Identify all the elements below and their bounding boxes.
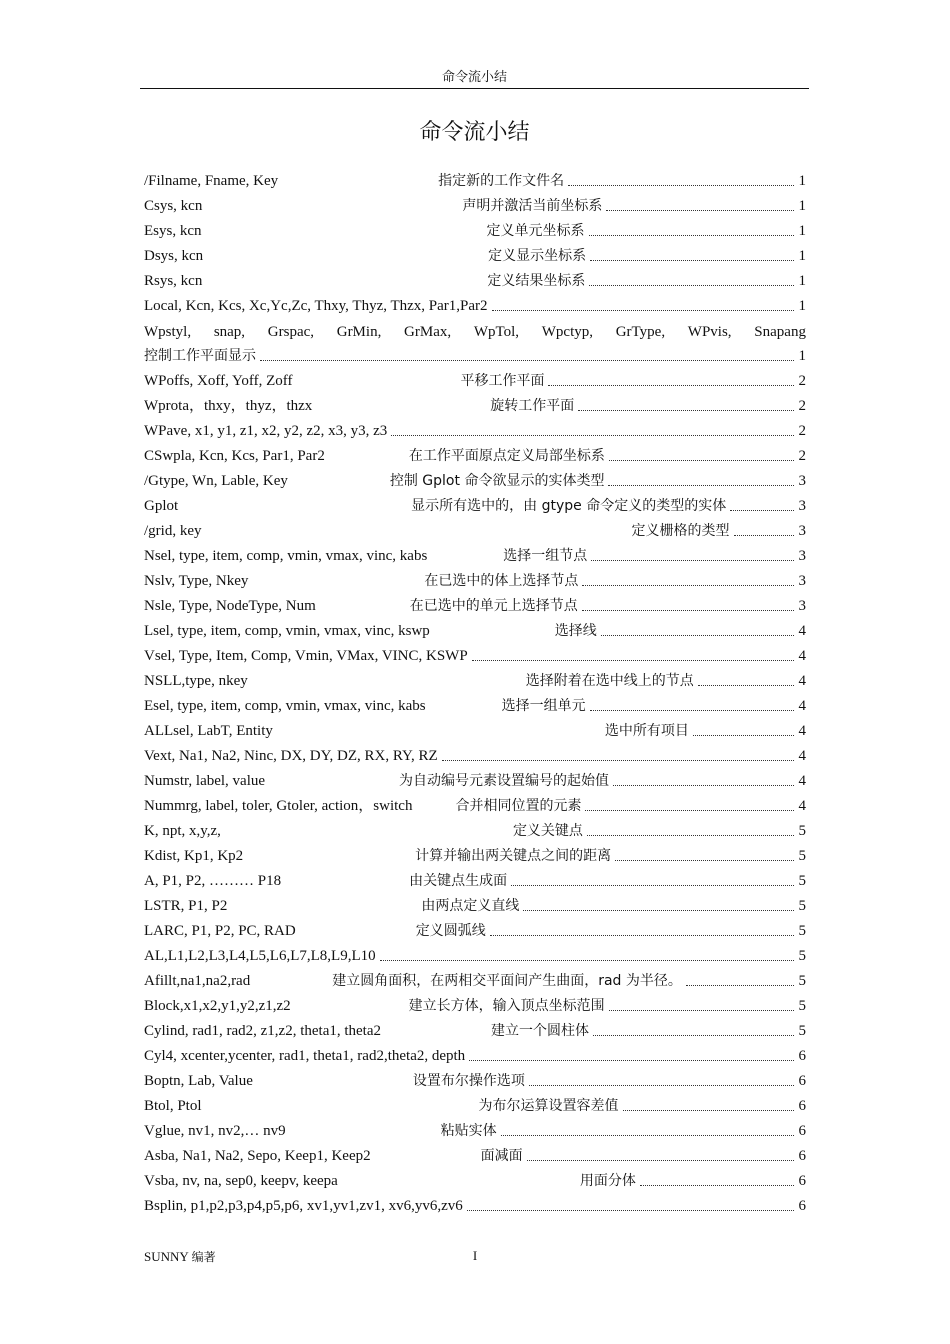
toc-page-number: 3 [798,523,806,539]
toc-description: 定义圆弧线 [415,923,486,939]
toc-leader-dots [613,784,794,786]
toc-command-word: Snapang [754,324,806,340]
toc-entry[interactable] [144,1091,806,1116]
toc-description: 在工作平面原点定义局部坐标系 [408,448,605,464]
toc-page-number: 4 [798,698,806,714]
toc-leader-dots [582,584,794,586]
toc-page-number: 6 [798,1148,806,1164]
toc-page-number: 2 [798,398,806,414]
toc-page-number: 4 [798,798,806,814]
toc-page-number: 6 [798,1073,806,1089]
toc-entry[interactable] [144,966,806,991]
toc-leader-dots [640,1184,794,1186]
toc-leader-dots [467,1209,794,1211]
toc-description: 选择附着在选中线上的节点 [525,673,694,689]
toc-leader-dots [606,209,794,211]
toc-command: Gplot [144,498,179,514]
toc-entry[interactable] [144,391,806,416]
toc-entry-wrapped-line1[interactable] [144,316,806,341]
toc-page-number: 1 [798,348,806,364]
footer-author [144,1248,216,1265]
toc-entry-wrapped-line2[interactable] [144,341,806,366]
toc-page-number: 6 [798,1098,806,1114]
toc-leader-dots [589,284,794,286]
toc-description: 在已选中的单元上选择节点 [409,598,578,614]
toc-entry[interactable] [144,1191,806,1216]
table-of-contents [144,166,806,1216]
toc-entry[interactable] [144,1066,806,1091]
toc-description: 在已选中的体上选择节点 [424,573,579,589]
toc-description: 声明并激活当前坐标系 [462,198,603,214]
toc-page-number: 5 [798,848,806,864]
toc-page-number: 4 [798,673,806,689]
toc-description: 面减面 [480,1148,523,1164]
toc-command: LARC, P1, P2, PC, RAD [144,923,296,939]
toc-command: /Filname, Fname, Key [144,173,279,189]
toc-description: 计算并输出两关键点之间的距离 [415,848,612,864]
toc-page-number: 5 [798,923,806,939]
toc-page-number: 5 [798,873,806,889]
toc-command: NSLL,type, nkey [144,673,248,689]
toc-page-number: 1 [798,248,806,264]
toc-description: 为布尔运算设置容差值 [478,1098,619,1114]
toc-entry[interactable] [144,766,806,791]
toc-command: Nslv, Type, Nkey [144,573,249,589]
toc-leader-dots [734,534,795,536]
toc-entry[interactable] [144,641,806,666]
toc-leader-dots [609,1009,794,1011]
toc-description: 由关键点生成面 [409,873,508,889]
toc-description: 定义单元坐标系 [486,223,585,239]
toc-command: Btol, Ptol [144,1098,202,1114]
toc-leader-dots [578,409,794,411]
toc-description: 选择线 [554,623,597,639]
toc-entry[interactable] [144,841,806,866]
toc-entry[interactable] [144,816,806,841]
toc-command-word: WPvis, [687,324,732,340]
toc-entry[interactable] [144,741,806,766]
toc-description: 指定新的工作文件名 [438,173,565,189]
toc-leader-dots [609,459,794,461]
toc-leader-dots [585,809,794,811]
toc-description: 显示所有选中的，由 gtype 命令定义的类型的实体 [411,498,727,514]
footer-author-zh: 编著 [191,1250,216,1264]
toc-leader-dots [529,1084,794,1086]
footer-author-latin: SUNNY [144,1249,189,1264]
toc-leader-dots [391,434,794,436]
toc-command: Dsys, kcn [144,248,204,264]
toc-leader-dots [591,559,794,561]
toc-page-number: 6 [798,1173,806,1189]
toc-page-number: 5 [798,948,806,964]
toc-description: 为自动编号元素设置编号的起始值 [399,773,610,789]
toc-entry[interactable] [144,291,806,316]
toc-command-word: Wpctyp, [541,324,593,340]
page-title: 命令流小结 [419,120,530,145]
toc-leader-dots [623,1109,794,1111]
toc-description: 定义结果坐标系 [487,273,586,289]
toc-command: Local, Kcn, Kcs, Xc,Yc,Zc, Thxy, Thyz, Thzx, Par1,Par2 [144,298,488,314]
toc-page-number: 1 [798,223,806,239]
toc-leader-dots [589,234,795,236]
toc-command-word: Wpstyl, [144,324,192,340]
toc-description: 建立圆角面积，在两相交平面间产生曲面，rad 为半径。 [332,973,682,989]
toc-command: Block,x1,x2,y1,y2,z1,z2 [144,998,291,1014]
toc-page-number: 4 [798,748,806,764]
toc-command: Wprota，thxy，thyz，thzx [144,398,313,414]
toc-page-number: 3 [798,548,806,564]
toc-page-number: 3 [798,598,806,614]
toc-entry[interactable] [144,616,806,641]
toc-command: Cylind, rad1, rad2, z1,z2, theta1, theta2 [144,1023,382,1039]
toc-leader-dots [260,359,794,361]
toc-command-word: WpTol, [473,324,520,340]
toc-command-word: GrMin, [336,324,382,340]
toc-entry[interactable] [144,941,806,966]
toc-description: 用面分体 [579,1173,636,1189]
toc-description: 建立一个圆柱体 [491,1023,590,1039]
toc-entry[interactable] [144,916,806,941]
toc-entry[interactable] [144,891,806,916]
toc-leader-dots [501,1134,794,1136]
toc-command: Asba, Na1, Na2, Sepo, Keep1, Keep2 [144,1148,371,1164]
toc-page-number: 4 [798,648,806,664]
toc-entry[interactable] [144,366,806,391]
toc-command: A, P1, P2, ……… P18 [144,873,282,889]
toc-entry[interactable] [144,691,806,716]
toc-command: LSTR, P1, P2 [144,898,228,914]
toc-description: 设置布尔操作选项 [412,1073,525,1089]
toc-entry[interactable] [144,191,806,216]
toc-leader-dots [693,734,794,736]
toc-entry[interactable] [144,466,806,491]
toc-description: 由两点定义直线 [421,898,520,914]
toc-leader-dots [686,984,794,986]
toc-entry[interactable] [144,991,806,1016]
toc-description: 合并相同位置的元素 [455,798,582,814]
toc-leader-dots [527,1159,794,1161]
toc-leader-dots [523,909,794,911]
toc-command: Vglue, nv1, nv2,… nv9 [144,1123,286,1139]
toc-page-number: 2 [798,423,806,439]
toc-command: Vsel, Type, Item, Comp, Vmin, VMax, VINC, KSWP [144,648,468,664]
toc-leader-dots [590,709,794,711]
toc-entry[interactable] [144,216,806,241]
toc-leader-dots [582,609,794,611]
toc-entry[interactable] [144,441,806,466]
toc-entry[interactable] [144,166,806,191]
toc-description: 建立长方体，输入顶点坐标范围 [408,998,605,1014]
toc-command-word: GrMax, [404,324,452,340]
toc-entry[interactable] [144,1166,806,1191]
toc-description: 粘贴实体 [440,1123,497,1139]
toc-leader-dots [601,634,794,636]
toc-page-number: 6 [798,1048,806,1064]
toc-page-number: 2 [798,373,806,389]
toc-leader-dots [511,884,794,886]
toc-description: 平移工作平面 [460,373,545,389]
toc-page-number: 5 [798,973,806,989]
toc-command: ALLsel, LabT, Entity [144,723,273,739]
toc-entry[interactable] [144,1016,806,1041]
toc-page-number: 3 [798,498,806,514]
toc-command: Nsle, Type, NodeType, Num [144,598,316,614]
toc-leader-dots [593,1034,794,1036]
toc-leader-dots [590,259,794,261]
toc-page-number: 4 [798,623,806,639]
toc-page-number: 5 [798,823,806,839]
toc-description: 选择一组节点 [503,548,588,564]
toc-command: Esys, kcn [144,223,202,239]
toc-page-number: 2 [798,448,806,464]
toc-leader-dots [587,834,794,836]
toc-page-number: 5 [798,998,806,1014]
toc-description: 定义显示坐标系 [488,248,587,264]
header-rule [140,88,809,89]
toc-entry[interactable] [144,416,806,441]
toc-leader-dots [442,759,794,761]
toc-command-word: snap, [213,324,246,340]
toc-command: Numstr, label, value [144,773,266,789]
toc-leader-dots [492,309,794,311]
toc-command: /grid, key [144,523,202,539]
toc-command: Esel, type, item, comp, vmin, vmax, vinc, kabs [144,698,426,714]
toc-command: Nsel, type, item, comp, vmin, vmax, vinc, kabs [144,548,428,564]
toc-page-number: 5 [798,1023,806,1039]
toc-entry[interactable] [144,666,806,691]
toc-page-number: 4 [798,773,806,789]
toc-page-number: 1 [798,273,806,289]
toc-leader-dots [469,1059,794,1061]
toc-description: 选中所有项目 [604,723,689,739]
toc-entry[interactable] [144,1116,806,1141]
toc-leader-dots [472,659,794,661]
toc-description: 定义栅格的类型 [631,523,730,539]
toc-description: 旋转工作平面 [490,398,575,414]
toc-page-number: 3 [798,573,806,589]
toc-command: Kdist, Kp1, Kp2 [144,848,244,864]
toc-page-number: 1 [798,173,806,189]
toc-description: 选择一组单元 [501,698,586,714]
toc-leader-dots [380,959,794,961]
toc-command: Csys, kcn [144,198,203,214]
toc-leader-dots [548,384,794,386]
toc-command-word: Grspac, [267,324,315,340]
toc-command: Vsba, nv, na, sep0, keepv, keepa [144,1173,338,1189]
toc-leader-dots [730,509,794,511]
toc-leader-dots [490,934,794,936]
toc-leader-dots [698,684,794,686]
toc-entry[interactable] [144,1041,806,1066]
toc-command: Nummrg, label, toler, Gtoler, action，switch [144,798,413,814]
toc-command-word: GrType, [615,324,666,340]
toc-description: 控制 Gplot 命令欲显示的实体类型 [389,473,605,489]
toc-entry[interactable] [144,266,806,291]
toc-command: Boptn, Lab, Value [144,1073,253,1089]
toc-leader-dots [615,859,794,861]
toc-command: Bsplin, p1,p2,p3,p4,p5,p6, xv1,yv1,zv1, xv6,yv6,zv6 [144,1198,463,1214]
toc-command: /Gtype, Wn, Lable, Key [144,473,288,489]
toc-page-number: 6 [798,1123,806,1139]
toc-command: WPave, x1, y1, z1, x2, y2, z2, x3, y3, z3 [144,423,388,439]
toc-description: 定义关键点 [512,823,583,839]
toc-entry[interactable] [144,541,806,566]
toc-entry[interactable] [144,716,806,741]
toc-command: Cyl4, xcenter,ycenter, rad1, theta1, rad2,theta2, depth [144,1048,466,1064]
toc-entry[interactable] [144,1141,806,1166]
running-header: 命令流小结 [441,70,507,85]
toc-entry[interactable] [144,591,806,616]
toc-page-number: 1 [798,298,806,314]
toc-entry[interactable] [144,866,806,891]
toc-entry[interactable] [144,566,806,591]
toc-command: CSwpla, Kcn, Kcs, Par1, Par2 [144,448,325,464]
toc-command: Lsel, type, item, comp, vmin, vmax, vinc, kswp [144,623,430,639]
toc-command: AL,L1,L2,L3,L4,L5,L6,L7,L8,L9,L10 [144,948,376,964]
toc-page-number: 6 [798,1198,806,1214]
toc-page-number: 5 [798,898,806,914]
toc-command: Vext, Na1, Na2, Ninc, DX, DY, DZ, RX, RY, RZ [144,748,438,764]
toc-command: K, npt, x,y,z, [144,823,221,839]
toc-leader-dots [568,184,794,186]
toc-description: 控制工作平面显示 [144,348,256,364]
toc-page-number: 3 [798,473,806,489]
toc-entry[interactable] [144,241,806,266]
footer-page-number: I [472,1248,478,1263]
toc-page-number: 4 [798,723,806,739]
toc-leader-dots [608,484,794,486]
toc-command: WPoffs, Xoff, Yoff, Zoff [144,373,293,389]
toc-entry[interactable] [144,516,806,541]
toc-page-number: 1 [798,198,806,214]
toc-entry[interactable] [144,491,806,516]
toc-command: Afillt,na1,na2,rad [144,973,251,989]
toc-entry[interactable] [144,791,806,816]
toc-command: Rsys, kcn [144,273,203,289]
